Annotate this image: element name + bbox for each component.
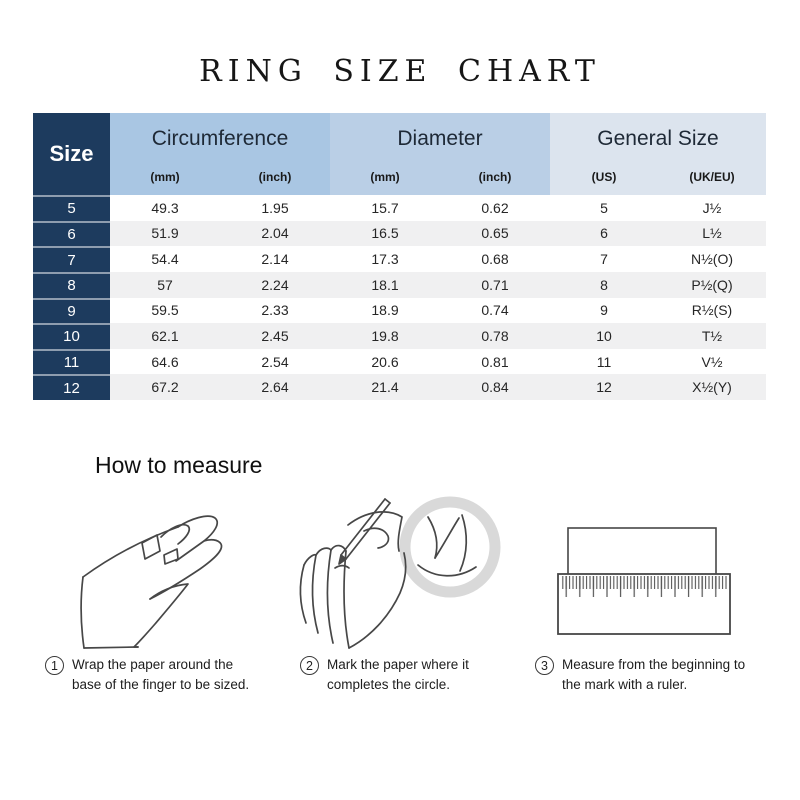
step-2-text — [327, 655, 469, 696]
table-row — [33, 374, 766, 400]
diameter-subheaders — [330, 165, 550, 195]
table-cell: 51.9 — [151, 225, 179, 242]
page-title: RING SIZE CHART — [199, 54, 601, 89]
table-cell: T½ — [701, 327, 723, 344]
ring-size-table — [33, 113, 766, 400]
size-cell: 6 — [33, 221, 110, 247]
table-cell: R½(S) — [691, 302, 733, 319]
table-cell: 6 — [600, 225, 608, 242]
table-cell: 0.62 — [481, 199, 509, 216]
step-1-text-line-2: base of the finger to be sized. — [72, 677, 250, 693]
table-cell: 11 — [596, 353, 612, 370]
table-cell: 59.5 — [151, 302, 179, 319]
table-cell: N½(O) — [691, 251, 733, 268]
table-cell: 0.81 — [481, 353, 509, 370]
table-cell: 5 — [600, 199, 608, 216]
size-cell: 9 — [33, 298, 110, 324]
table-cell: L½ — [702, 225, 722, 242]
step-1-number-badge: 1 — [45, 656, 64, 675]
step-1-text — [72, 655, 249, 696]
table-cell: 54.4 — [151, 251, 179, 268]
paper-strip — [568, 528, 716, 576]
table-cell: 0.68 — [481, 251, 509, 268]
table-cell: 2.24 — [261, 276, 289, 293]
table-cell: 2.04 — [261, 225, 289, 242]
table-cell: 17.3 — [371, 251, 399, 268]
diameter-header-label: Diameter — [397, 127, 483, 150]
table-cell: 20.6 — [371, 353, 399, 370]
circumference-subheaders — [110, 165, 330, 195]
table-cell: 0.78 — [481, 327, 509, 344]
table-cell: 9 — [600, 302, 608, 319]
ukeu-subheader: (UK/EU) — [689, 170, 735, 184]
size-cell: 5 — [33, 195, 110, 221]
table-row — [33, 195, 766, 221]
step-2-text-line-1: Mark the paper where it — [327, 657, 469, 672]
table-cell: 0.84 — [481, 379, 509, 396]
general-size-column-group — [550, 113, 766, 195]
table-cell: 62.1 — [151, 327, 179, 344]
size-column-header: Size — [33, 113, 110, 195]
diameter-inch-subheader: (inch) — [478, 170, 512, 184]
table-row — [33, 298, 766, 324]
table-cell: 49.3 — [151, 199, 179, 216]
table-cell: P½(Q) — [691, 276, 733, 293]
table-cell: 1.95 — [261, 199, 289, 216]
table-cell: 7 — [600, 251, 608, 268]
diameter-column-group — [330, 113, 550, 195]
size-cell: 10 — [33, 323, 110, 349]
table-cell: 64.6 — [151, 353, 179, 370]
how-to-measure-heading: How to measure — [95, 452, 263, 478]
table-cell: 12 — [596, 379, 612, 396]
table-row — [33, 349, 766, 375]
size-cell: 8 — [33, 272, 110, 298]
circumference-inch-subheader: (inch) — [258, 170, 292, 184]
step-3-number-badge: 3 — [535, 656, 554, 675]
table-cell: 67.2 — [151, 379, 179, 396]
circumference-mm-subheader: (mm) — [150, 170, 180, 184]
table-cell: X½(Y) — [692, 379, 732, 396]
step-2-text-line-2: completes the circle. — [327, 677, 451, 693]
ruler-illustration — [538, 518, 763, 653]
table-cell: 16.5 — [371, 225, 399, 242]
table-cell: 21.4 — [371, 379, 399, 396]
table-cell: 0.65 — [481, 225, 509, 242]
circumference-header-label: Circumference — [151, 127, 289, 150]
diameter-mm-subheader: (mm) — [370, 170, 400, 184]
step-2-number-badge: 2 — [300, 656, 319, 675]
table-cell: 57 — [157, 276, 173, 293]
table-cell: 8 — [600, 276, 608, 293]
step-3-text-line-1: Measure from the beginning to — [562, 657, 746, 672]
step-3-caption — [535, 655, 760, 696]
table-row — [33, 246, 766, 272]
hand-with-paper-illustration — [58, 495, 298, 660]
size-cell: 12 — [33, 374, 110, 400]
us-subheader: (US) — [591, 170, 617, 184]
magnifier-ring — [405, 502, 495, 592]
step-3-text-line-2: the mark with a ruler. — [562, 677, 688, 693]
table-header — [33, 113, 766, 195]
step-1-caption — [45, 655, 260, 696]
table-cell: 2.64 — [261, 379, 289, 396]
table-cell: 18.9 — [371, 302, 399, 319]
table-row — [33, 323, 766, 349]
table-cell: 0.71 — [481, 276, 509, 293]
table-cell: 18.1 — [371, 276, 399, 293]
size-cell: 7 — [33, 246, 110, 272]
table-body — [33, 195, 766, 400]
table-cell: 2.54 — [261, 353, 289, 370]
table-cell: 0.74 — [481, 302, 509, 319]
table-cell: 19.8 — [371, 327, 399, 344]
table-cell: 2.45 — [261, 327, 289, 344]
table-cell: J½ — [702, 199, 722, 216]
table-cell: V½ — [701, 353, 723, 370]
size-cell: 11 — [33, 349, 110, 375]
step-1-text-line-1: Wrap the paper around the — [72, 657, 234, 672]
general-size-subheaders — [550, 165, 766, 195]
table-cell: 10 — [596, 327, 612, 344]
table-cell: 2.33 — [261, 302, 289, 319]
table-cell: 15.7 — [371, 199, 399, 216]
step-2-caption — [300, 655, 500, 696]
table-row — [33, 221, 766, 247]
marking-pen-illustration — [288, 485, 513, 660]
general-size-header-label: General Size — [597, 127, 719, 150]
step-3-text — [562, 655, 745, 696]
table-row — [33, 272, 766, 298]
circumference-column-group — [110, 113, 330, 195]
table-cell: 2.14 — [261, 251, 289, 268]
